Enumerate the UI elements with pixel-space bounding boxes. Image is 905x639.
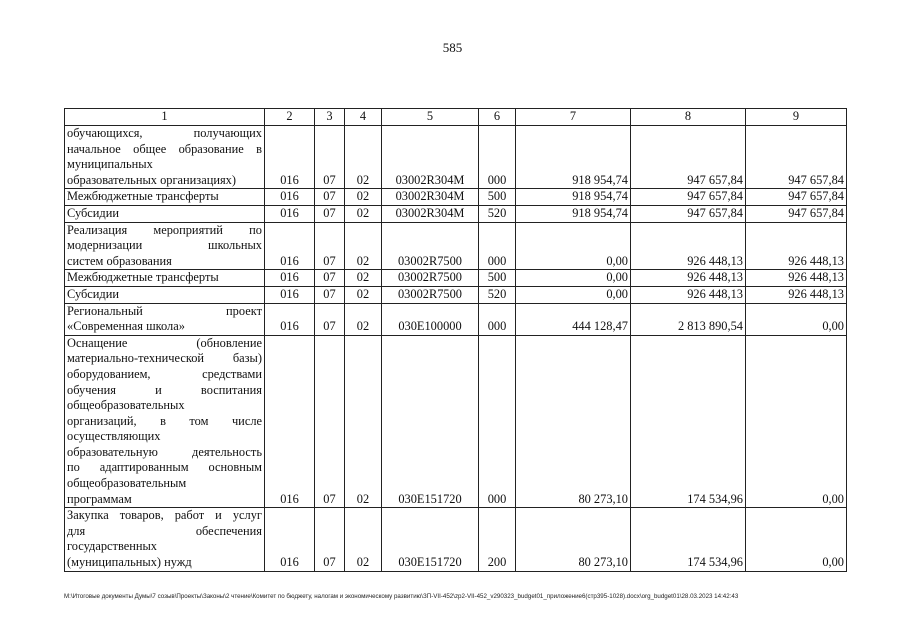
- section-code-cell: 07: [315, 303, 345, 335]
- amount-col8-cell: 174 534,96: [631, 508, 746, 571]
- row-name-cell: [65, 270, 265, 287]
- row-name-line: программам: [67, 491, 132, 506]
- amount-col8-cell: 926 448,13: [631, 270, 746, 287]
- expense-type-cell: 000: [479, 335, 516, 508]
- target-article-cell: 030E151720: [382, 508, 479, 571]
- row-name-line: (муниципальных) нужд: [67, 555, 192, 570]
- row-name-cell: [65, 286, 265, 303]
- table-body: [65, 126, 847, 572]
- amount-col8-cell: 926 448,13: [631, 286, 746, 303]
- column-header-1: 1: [65, 109, 265, 126]
- row-name-line: Закупка товаров, работ и услуг: [67, 508, 262, 523]
- row-name-line: организаций, в том числе: [67, 413, 262, 428]
- amount-col8-cell: 947 657,84: [631, 189, 746, 206]
- row-name-line: Оснащение (обновление: [67, 335, 262, 350]
- amount-col7-cell: 444 128,47: [516, 303, 631, 335]
- amount-col7-cell: 0,00: [516, 222, 631, 270]
- expense-type-cell: 500: [479, 189, 516, 206]
- table-row: [65, 335, 847, 508]
- amount-col8-cell: 926 448,13: [631, 222, 746, 270]
- column-header-7: 7: [516, 109, 631, 126]
- expense-type-cell: 000: [479, 303, 516, 335]
- row-name-line: Реализация мероприятий по: [67, 222, 262, 237]
- target-article-cell: 030E151720: [382, 335, 479, 508]
- amount-col7-cell: 918 954,74: [516, 126, 631, 189]
- expense-type-cell: 520: [479, 205, 516, 222]
- target-article-cell: 03002R7500: [382, 286, 479, 303]
- row-name-line: осуществляющих: [67, 429, 161, 444]
- row-name-line: Региональный проект: [67, 303, 262, 318]
- row-name-cell: [65, 205, 265, 222]
- table-row: [65, 189, 847, 206]
- budget-table: [64, 108, 847, 572]
- amount-col9-cell: 947 657,84: [746, 126, 847, 189]
- subsection-code-cell: 02: [345, 508, 382, 571]
- admin-code-cell: 016: [265, 286, 315, 303]
- admin-code-cell: 016: [265, 222, 315, 270]
- row-name-cell: [65, 303, 265, 335]
- amount-col7-cell: 918 954,74: [516, 189, 631, 206]
- page-number: 585: [442, 40, 463, 55]
- admin-code-cell: 016: [265, 270, 315, 287]
- table-row: [65, 508, 847, 571]
- expense-type-cell: 000: [479, 126, 516, 189]
- table-row: [65, 126, 847, 189]
- amount-col8-cell: 2 813 890,54: [631, 303, 746, 335]
- table-row: [65, 205, 847, 222]
- target-article-cell: 03002R304M: [382, 126, 479, 189]
- row-name-cell: [65, 126, 265, 189]
- subsection-code-cell: 02: [345, 303, 382, 335]
- section-code-cell: 07: [315, 189, 345, 206]
- row-name-line: общеобразовательных: [67, 398, 185, 413]
- row-name-line: материально-технической базы): [67, 351, 262, 366]
- target-article-cell: 03002R304M: [382, 189, 479, 206]
- admin-code-cell: 016: [265, 508, 315, 571]
- row-name-line: для обеспечения: [67, 523, 262, 538]
- subsection-code-cell: 02: [345, 335, 382, 508]
- row-name-line: муниципальных: [67, 157, 153, 172]
- section-code-cell: 07: [315, 286, 345, 303]
- row-name-line: систем образования: [67, 253, 172, 268]
- column-header-8: 8: [631, 109, 746, 126]
- row-name-line: оборудованием, средствами: [67, 366, 262, 381]
- amount-col7-cell: 0,00: [516, 270, 631, 287]
- subsection-code-cell: 02: [345, 222, 382, 270]
- target-article-cell: 03002R304M: [382, 205, 479, 222]
- amount-col9-cell: 926 448,13: [746, 286, 847, 303]
- expense-type-cell: 520: [479, 286, 516, 303]
- row-name-line: Субсидии: [67, 286, 119, 301]
- row-name-cell: [65, 222, 265, 270]
- section-code-cell: 07: [315, 205, 345, 222]
- subsection-code-cell: 02: [345, 270, 382, 287]
- admin-code-cell: 016: [265, 189, 315, 206]
- row-name-line: Субсидии: [67, 205, 119, 220]
- amount-col8-cell: 947 657,84: [631, 126, 746, 189]
- subsection-code-cell: 02: [345, 189, 382, 206]
- document-path-footer: M:\Итоговые документы Думы\7 созыв\Проекты\Законы\2 чтение\Комитет по бюджету, налогам и экономическому развитию\ЗП-VII-452\zp2-VII-452_v290323_budget01_приложение6(стр395-1028).docx\org_budget01\28.03.2023 14:42:43: [64, 593, 739, 600]
- row-name-line: образовательную деятельность: [67, 444, 262, 459]
- amount-col9-cell: 947 657,84: [746, 205, 847, 222]
- amount-col9-cell: 0,00: [746, 303, 847, 335]
- row-name-line: модернизации школьных: [67, 238, 262, 253]
- subsection-code-cell: 02: [345, 126, 382, 189]
- row-name-line: образовательных организациях): [67, 172, 236, 187]
- section-code-cell: 07: [315, 126, 345, 189]
- row-name-line: начальное общее образование в: [67, 141, 262, 156]
- expense-type-cell: 200: [479, 508, 516, 571]
- amount-col7-cell: 918 954,74: [516, 205, 631, 222]
- admin-code-cell: 016: [265, 126, 315, 189]
- amount-col7-cell: 80 273,10: [516, 508, 631, 571]
- column-header-2: 2: [265, 109, 315, 126]
- header-row: [65, 109, 847, 126]
- amount-col8-cell: 174 534,96: [631, 335, 746, 508]
- amount-col7-cell: 0,00: [516, 286, 631, 303]
- row-name-line: общеобразовательным: [67, 476, 187, 491]
- amount-col9-cell: 947 657,84: [746, 189, 847, 206]
- row-name-line: обучающихся, получающих: [67, 126, 262, 140]
- row-name-line: государственных: [67, 539, 158, 554]
- amount-col8-cell: 947 657,84: [631, 205, 746, 222]
- column-header-4: 4: [345, 109, 382, 126]
- row-name-line: Межбюджетные трансферты: [67, 189, 219, 204]
- amount-col9-cell: 0,00: [746, 508, 847, 571]
- admin-code-cell: 016: [265, 303, 315, 335]
- row-name-cell: [65, 508, 265, 571]
- amount-col9-cell: 926 448,13: [746, 222, 847, 270]
- column-header-6: 6: [479, 109, 516, 126]
- amount-col7-cell: 80 273,10: [516, 335, 631, 508]
- target-article-cell: 030E100000: [382, 303, 479, 335]
- expense-type-cell: 500: [479, 270, 516, 287]
- section-code-cell: 07: [315, 222, 345, 270]
- column-header-3: 3: [315, 109, 345, 126]
- row-name-cell: [65, 335, 265, 508]
- subsection-code-cell: 02: [345, 286, 382, 303]
- section-code-cell: 07: [315, 508, 345, 571]
- table-row: [65, 286, 847, 303]
- row-name-cell: [65, 189, 265, 206]
- amount-col9-cell: 0,00: [746, 335, 847, 508]
- section-code-cell: 07: [315, 270, 345, 287]
- row-name-line: Межбюджетные трансферты: [67, 270, 219, 285]
- section-code-cell: 07: [315, 335, 345, 508]
- row-name-line: «Современная школа»: [67, 319, 185, 334]
- row-name-line: по адаптированным основным: [67, 460, 262, 475]
- target-article-cell: 03002R7500: [382, 270, 479, 287]
- table-row: [65, 270, 847, 287]
- admin-code-cell: 016: [265, 335, 315, 508]
- column-header-9: 9: [746, 109, 847, 126]
- amount-col9-cell: 926 448,13: [746, 270, 847, 287]
- table-row: [65, 222, 847, 270]
- admin-code-cell: 016: [265, 205, 315, 222]
- column-header-5: 5: [382, 109, 479, 126]
- table-row: [65, 303, 847, 335]
- expense-type-cell: 000: [479, 222, 516, 270]
- subsection-code-cell: 02: [345, 205, 382, 222]
- row-name-line: обучения и воспитания: [67, 382, 262, 397]
- target-article-cell: 03002R7500: [382, 222, 479, 270]
